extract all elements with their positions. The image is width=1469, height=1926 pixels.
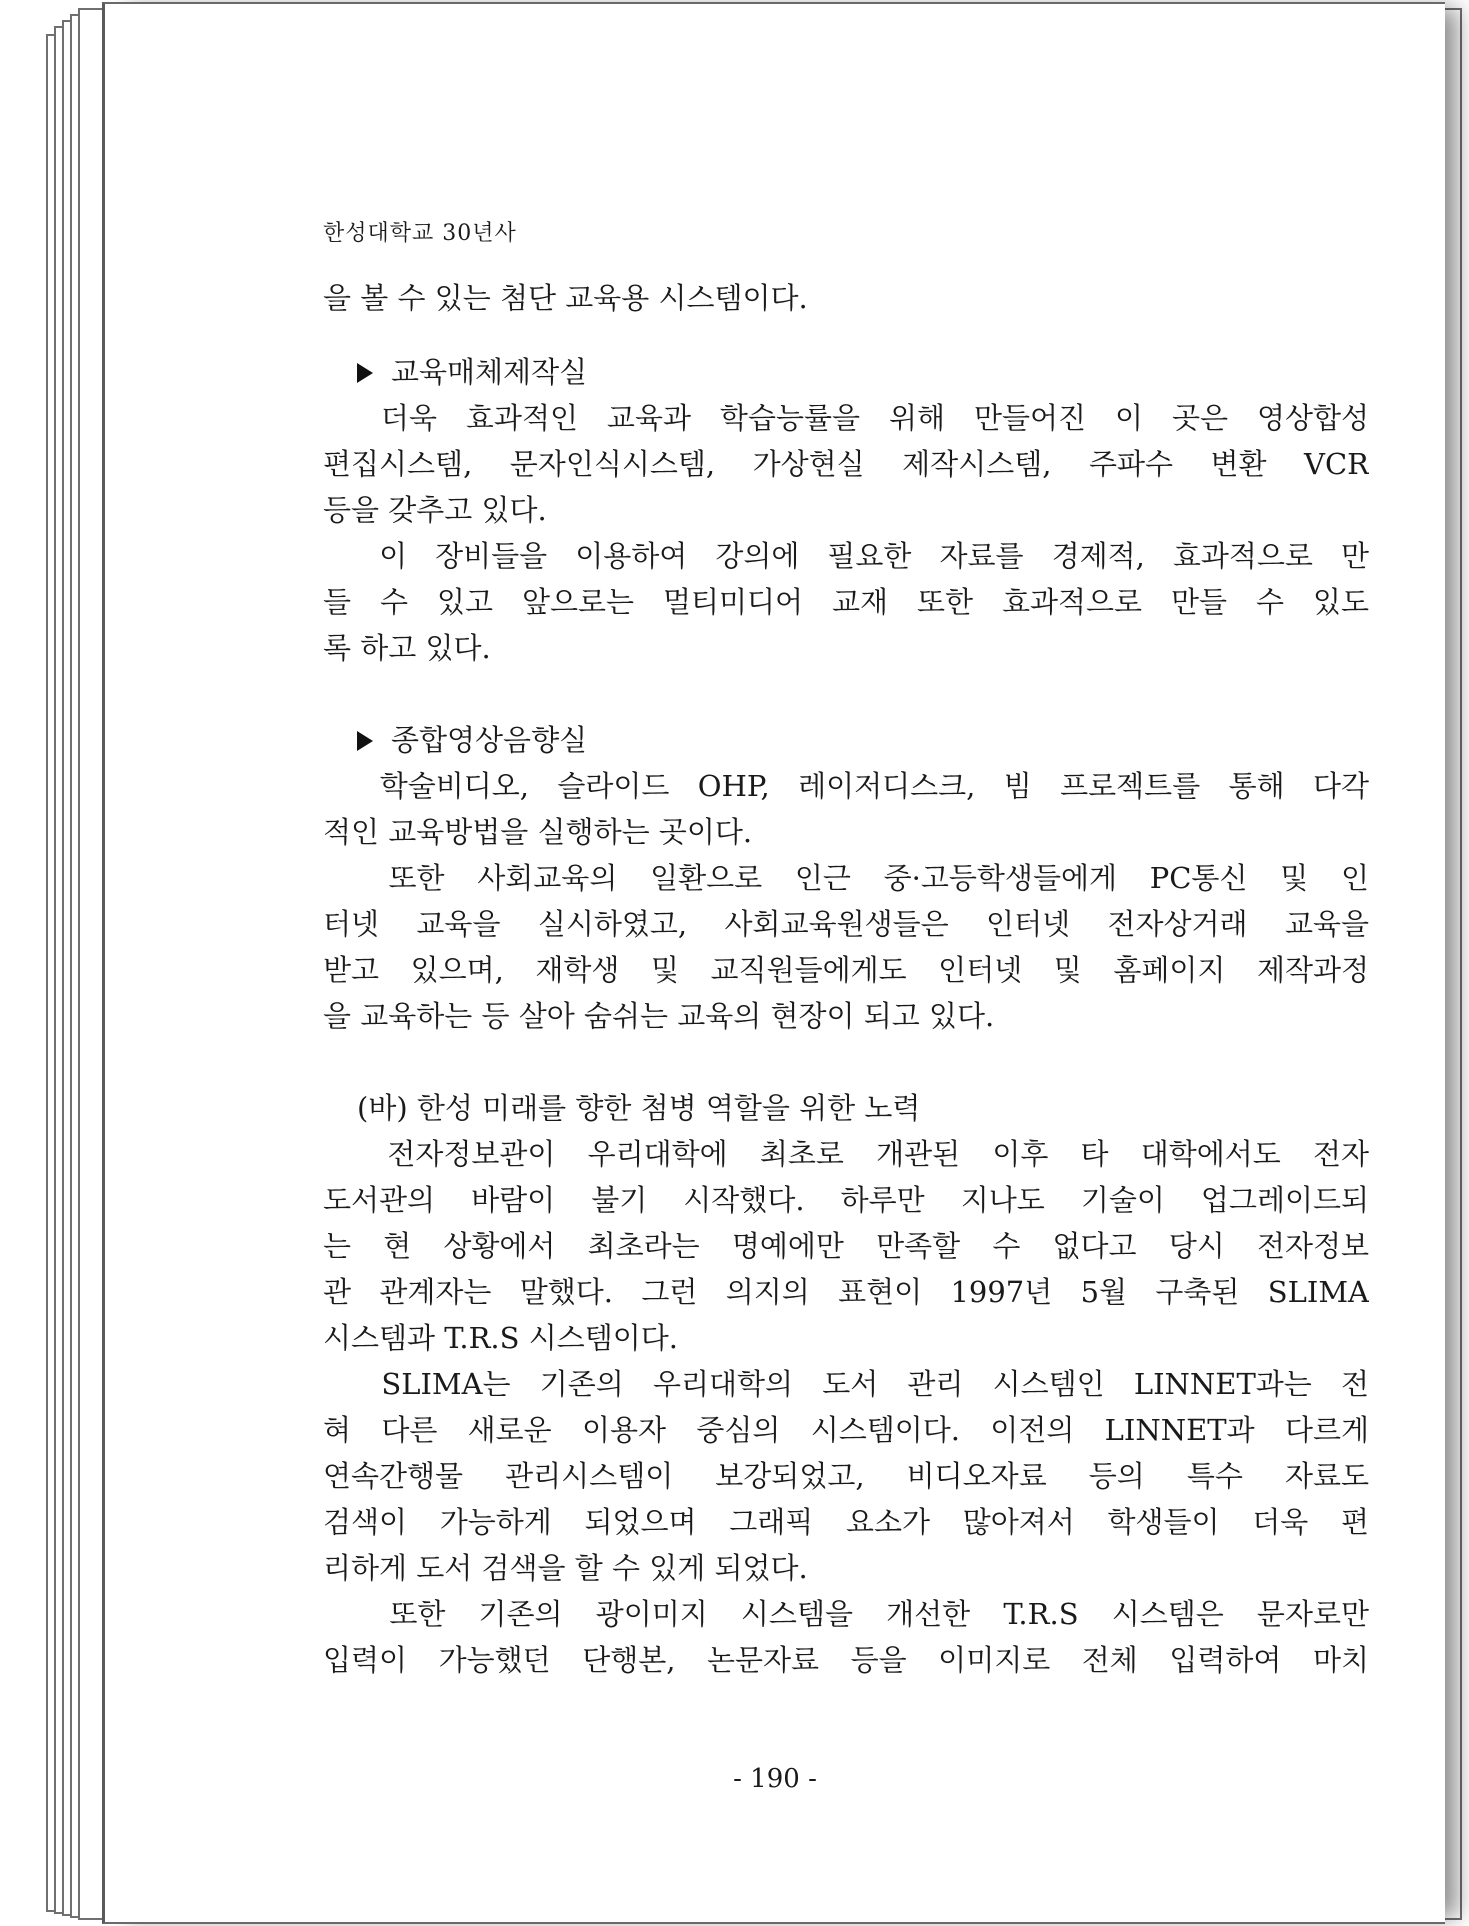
page-number: - 190 - [733,1764,817,1794]
body-line: 이 장비들을 이용하여 강의에 필요한 자료를 경제적, 효과적으로 만 [323,539,1369,573]
body-line: 등을 갖추고 있다. [323,493,547,527]
body-line: 또한 기존의 광이미지 시스템을 개선한 T.R.S 시스템은 문자로만 [323,1597,1369,1631]
body-line: 을 교육하는 등 살아 숨쉬는 교육의 현장이 되고 있다. [323,999,995,1033]
subsection-heading: (바) 한성 미래를 향한 첨병 역할을 위한 노력 [357,1091,921,1125]
body-line: 시스템과 T.R.S 시스템이다. [323,1321,678,1355]
body-line: 는 현 상황에서 최초라는 명예에만 만족할 수 없다고 당시 전자정보 [323,1229,1369,1263]
section-heading [323,349,1369,395]
body-line: 더욱 효과적인 교육과 학습능률을 위해 만들어진 이 곳은 영상합성 [323,401,1369,435]
section-heading-text: 종합영상음향실 [391,723,588,757]
page-content [323,216,1369,1683]
body-line: 들 수 있고 앞으로는 멀티미디어 교재 또한 효과적으로 만들 수 있도 [323,585,1369,619]
body-line: 도서관의 바람이 불기 시작했다. 하루만 지나도 기술이 업그레이드되 [323,1183,1369,1217]
body-line: 검색이 가능하게 되었으며 그래픽 요소가 많아져서 학생들이 더욱 편 [323,1505,1369,1539]
body-line: 적인 교육방법을 실행하는 곳이다. [323,815,753,849]
section-heading-text: 교육매체제작실 [391,355,588,389]
body-line: SLIMA는 기존의 우리대학의 도서 관리 시스템인 LINNET과는 전 [323,1367,1369,1401]
body-line: 을 볼 수 있는 첨단 교육용 시스템이다. [323,281,808,315]
body-line: 학술비디오, 슬라이드 OHP, 레이저디스크, 빔 프로젝트를 통해 다각 [323,769,1369,803]
body-line: 편집시스템, 문자인식시스템, 가상현실 제작시스템, 주파수 변환 VCR [323,447,1369,481]
body-line: 또한 사회교육의 일환으로 인근 중·고등학생들에게 PC통신 및 인 [323,861,1369,895]
triangle-bullet-icon [357,363,373,383]
body-line: 록 하고 있다. [323,631,491,665]
body-line: 연속간행물 관리시스템이 보강되었고, 비디오자료 등의 특수 자료도 [323,1459,1369,1493]
body-line: 받고 있으며, 재학생 및 교직원들에게도 인터넷 및 홈페이지 제작과정 [323,953,1369,987]
body-line: 혀 다른 새로운 이용자 중심의 시스템이다. 이전의 LINNET과 다르게 [323,1413,1369,1447]
body-line: 관 관계자는 말했다. 그런 의지의 표현이 1997년 5월 구축된 SLIMA [323,1275,1369,1309]
body-line: 터넷 교육을 실시하였고, 사회교육원생들은 인터넷 전자상거래 교육을 [323,907,1369,941]
triangle-bullet-icon [357,731,373,751]
body-line: 리하게 도서 검색을 할 수 있게 되었다. [323,1551,808,1585]
body-line: 전자정보관이 우리대학에 최초로 개관된 이후 타 대학에서도 전자 [323,1137,1369,1171]
running-head: 한성대학교 30년사 [323,221,517,246]
section-heading [323,717,1369,763]
body-line: 입력이 가능했던 단행본, 논문자료 등을 이미지로 전체 입력하여 마치 [323,1643,1369,1677]
book-page [102,2,1445,1924]
